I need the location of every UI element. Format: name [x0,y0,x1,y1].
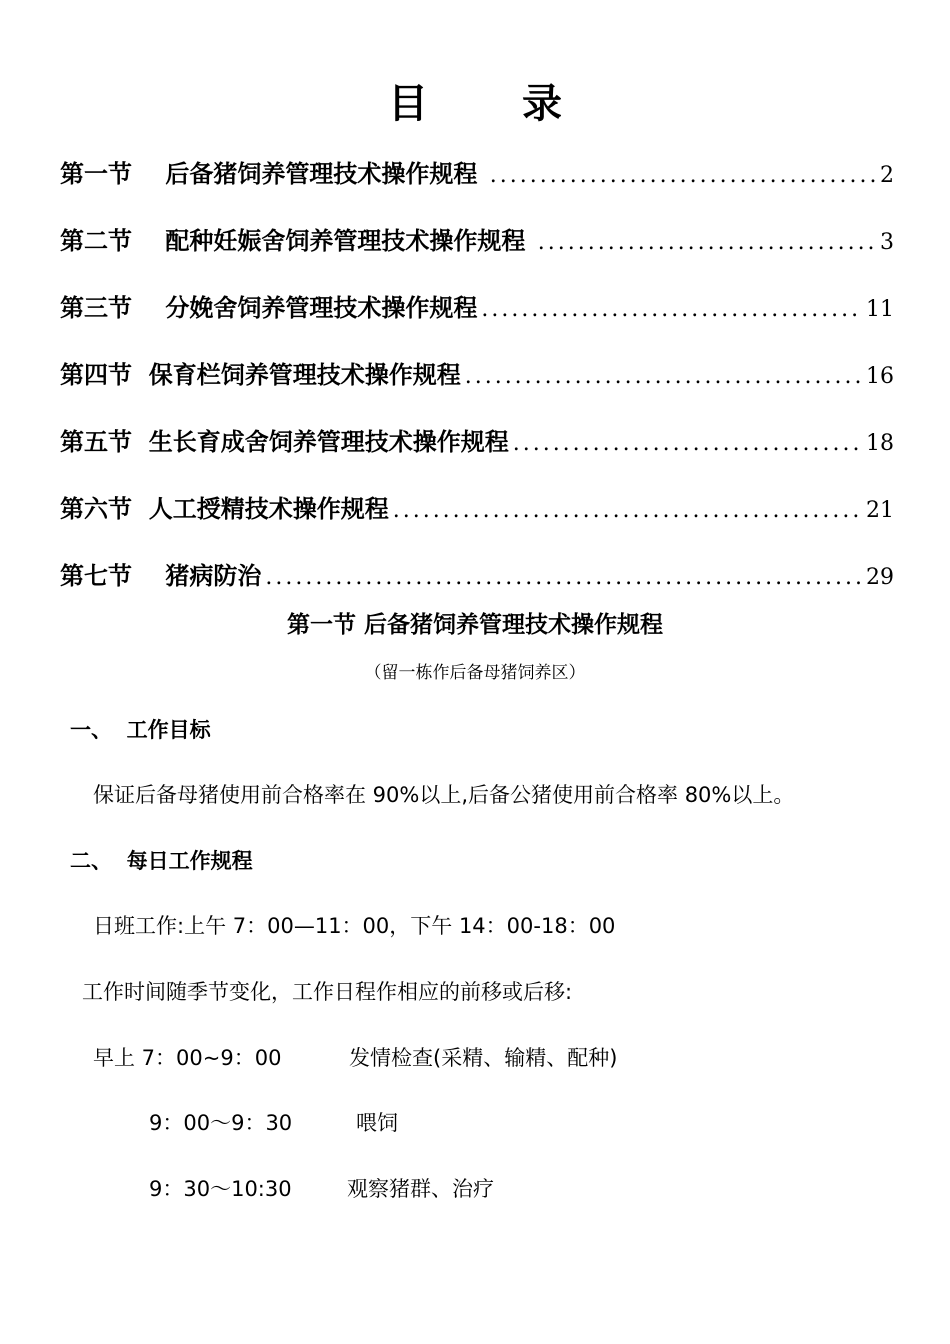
toc-title: 目 录 [388,80,602,127]
toc-entry[interactable] [60,207,894,274]
schedule-activity: 喂饲 [356,1111,398,1135]
toc-entry-title: 人工授精技术操作规程 [148,494,389,523]
toc-section-number: 第三节 [60,293,132,322]
toc-leader-dots [538,209,876,276]
toc-page-number: 3 [880,230,894,255]
table-of-contents [60,140,894,609]
toc-entry[interactable] [60,341,894,408]
toc-section-number: 第五节 [60,427,132,456]
toc-section-number: 第四节 [60,360,132,389]
toc-section-number: 第二节 [60,226,132,255]
toc-entry[interactable] [60,475,894,542]
schedule-time: 早上 7：00~9：00 [93,1046,282,1070]
toc-entry-title: 配种妊娠舍饲养管理技术操作规程 [165,226,534,255]
shift-hours-text: 日班工作:上午 7：00—11：00，下午 14：00-18：00 [93,914,616,938]
schedule-time: 9：30～10:30 [149,1177,292,1201]
schedule-time: 9：00～9：30 [149,1111,293,1135]
toc-leader-dots [465,343,862,410]
toc-leader-dots [265,544,862,611]
toc-gap [132,140,165,207]
toc-entry-title: 保育栏饲养管理技术操作规程 [148,360,461,389]
toc-page-number: 21 [866,498,894,523]
toc-entry-title: 生长育成舍饲养管理技术操作规程 [148,427,509,456]
toc-page-number: 11 [866,297,894,322]
schedule-activity: 观察猪群、治疗 [347,1177,494,1201]
toc-leader-dots [393,477,862,544]
schedule-activity: 发情检查(采精、输精、配种) [349,1046,618,1070]
toc-page-number: 16 [866,364,894,389]
toc-page-number: 29 [866,565,894,590]
toc-section-number: 第一节 [60,159,132,188]
toc-page-number: 18 [866,431,894,456]
schedule-note-text: 工作时间随季节变化，工作日程作相应的前移或后移: [82,980,573,1004]
goal-heading: 一、 工作目标 [70,718,211,742]
toc-leader-dots [490,142,876,209]
toc-section-number: 第六节 [60,494,132,523]
toc-leader-dots [513,410,862,477]
toc-entry[interactable] [60,140,894,207]
toc-gap [132,408,149,475]
toc-entry[interactable] [60,542,894,609]
toc-page-number: 2 [880,163,894,188]
toc-entry-title: 猪病防治 [165,561,262,590]
toc-entry-title: 分娩舍饲养管理技术操作规程 [165,293,478,322]
toc-entry[interactable] [60,274,894,341]
goal-text: 保证后备母猪使用前合格率在 90%以上,后备公猪使用前合格率 80%以上。 [93,783,795,807]
daily-schedule-heading: 二、 每日工作规程 [70,849,253,873]
toc-entry-title: 后备猪饲养管理技术操作规程 [165,159,486,188]
toc-leader-dots [481,276,862,343]
section-subheading: （留一栋作后备母猪饲养区） [364,663,586,683]
section-heading: 第一节 后备猪饲养管理技术操作规程 [286,612,663,638]
toc-gap [132,475,149,542]
toc-gap [132,341,149,408]
toc-entry[interactable] [60,408,894,475]
toc-section-number: 第七节 [60,561,132,590]
toc-gap [132,542,165,609]
toc-gap [132,274,165,341]
toc-gap [132,207,165,274]
